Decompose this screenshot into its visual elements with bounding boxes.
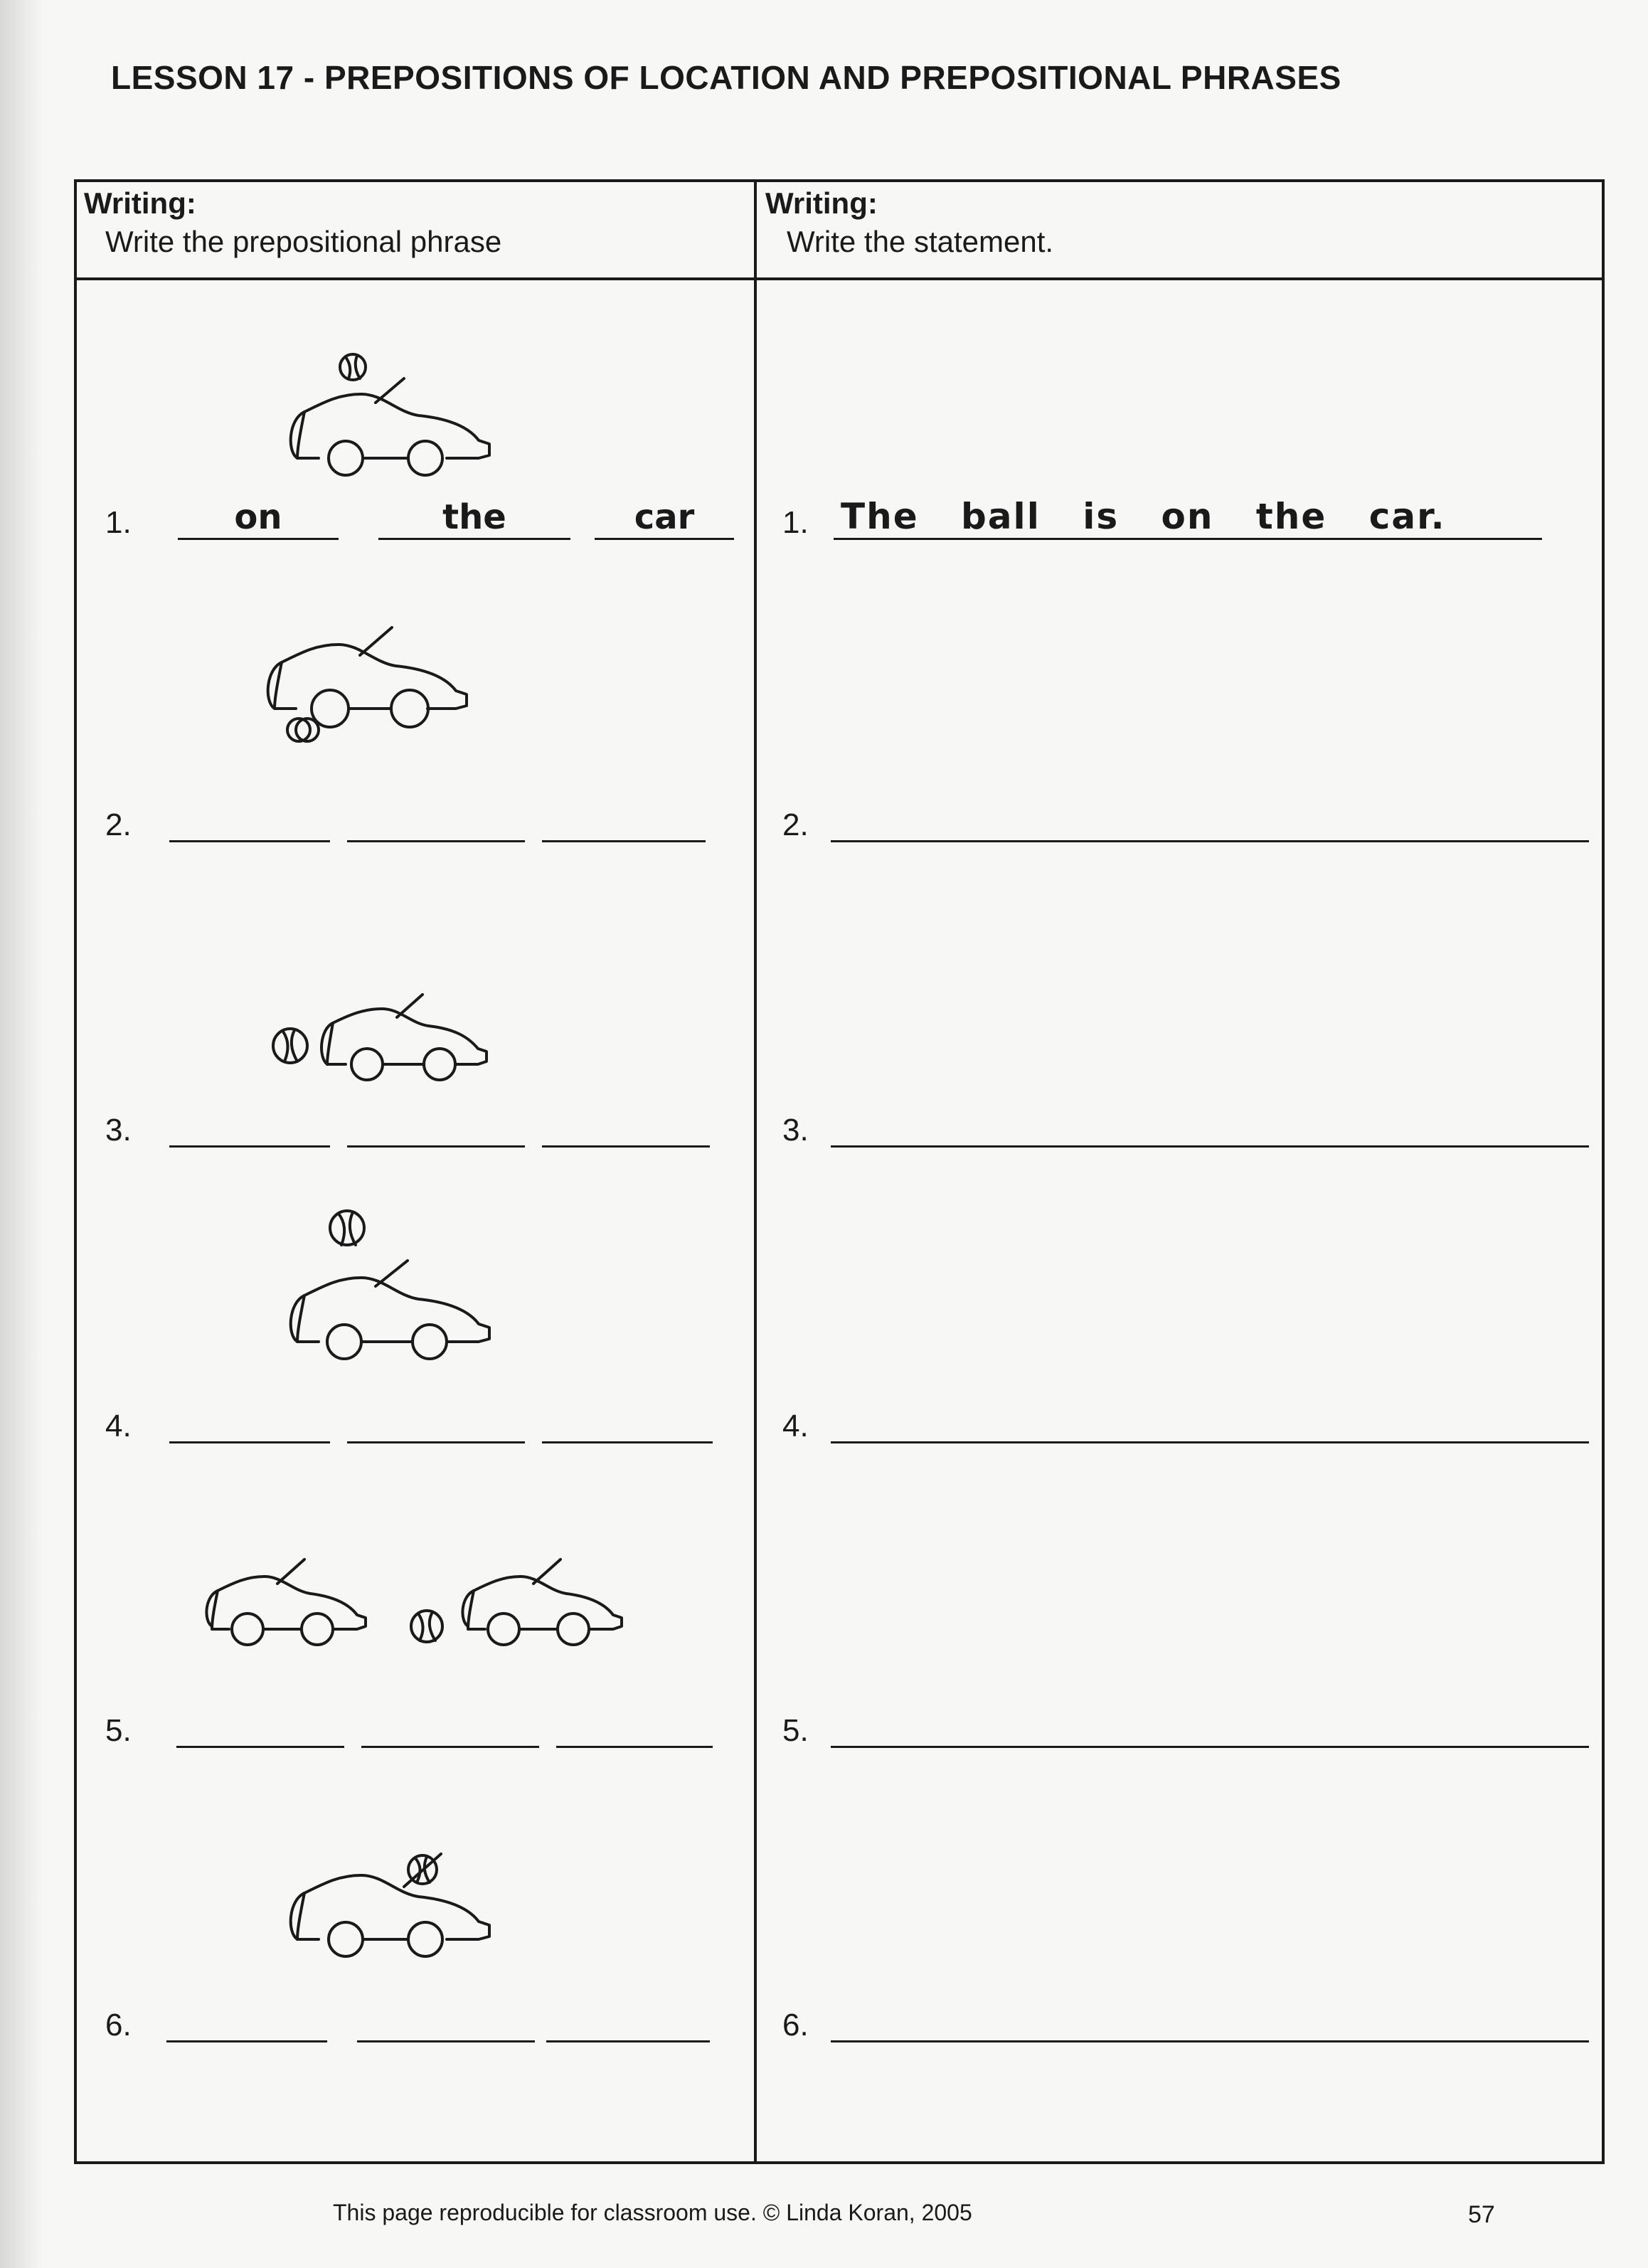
statement-text: The ball is on the car. [841, 496, 1446, 537]
phrase-word: on [234, 497, 282, 537]
item-row-5 [77, 1713, 1602, 1753]
header-divider [77, 277, 1602, 280]
ball-above-car-icon [276, 1199, 646, 1384]
item-number-right: 1. [782, 505, 809, 540]
phrase-blank-3[interactable] [542, 1145, 710, 1148]
car-ball-on-top-icon [276, 344, 646, 487]
ball-behind-car-icon [265, 958, 634, 1100]
right-heading: Writing: [765, 186, 878, 220]
item-number-left: 6. [105, 2008, 132, 2042]
item-number-left: 1. [105, 505, 132, 540]
column-divider [754, 182, 757, 2161]
car-ball-under-icon [253, 623, 623, 765]
statement-blank[interactable] [831, 840, 1589, 842]
item-row-1 [77, 496, 1602, 545]
item-number-right: 2. [782, 807, 809, 842]
left-heading: Writing: [84, 186, 196, 220]
item-number-right: 5. [782, 1713, 809, 1748]
statement-blank[interactable] [831, 1746, 1589, 1748]
statement-blank[interactable] [831, 1145, 1589, 1148]
item-number-left: 5. [105, 1713, 132, 1748]
ball-in-car-icon [276, 1833, 646, 1975]
right-instruction: Write the statement. [787, 225, 1054, 258]
phrase-blank-2[interactable] [347, 1145, 525, 1148]
phrase-blank-3[interactable] [542, 1441, 713, 1443]
item-row-6 [77, 2008, 1602, 2047]
item-number-left: 2. [105, 807, 132, 842]
scan-shadow [0, 0, 43, 2268]
item-number-left: 3. [105, 1113, 132, 1148]
phrase-blank-1[interactable] [166, 2040, 327, 2042]
ball-between-cars-icon [198, 1534, 738, 1676]
phrase-blank-3[interactable] [595, 497, 734, 540]
phrase-blank-3[interactable] [542, 840, 706, 842]
phrase-blank-1[interactable] [178, 497, 339, 540]
phrase-word: the [442, 497, 506, 537]
item-row-2 [77, 807, 1602, 847]
item-number-right: 4. [782, 1409, 809, 1443]
right-column-header [765, 182, 1053, 259]
phrase-blank-1[interactable] [169, 1145, 330, 1148]
phrase-blank-2[interactable] [378, 497, 570, 540]
left-instruction: Write the prepositional phrase [105, 225, 502, 258]
page-number: 57 [1468, 2201, 1495, 2228]
phrase-blank-1[interactable] [169, 1441, 330, 1443]
phrase-blank-1[interactable] [176, 1746, 344, 1748]
phrase-blank-3[interactable] [556, 1746, 713, 1748]
item-number-right: 3. [782, 1113, 809, 1148]
phrase-blank-2[interactable] [357, 2040, 535, 2042]
statement-blank[interactable] [831, 2040, 1589, 2042]
item-row-4 [77, 1409, 1602, 1448]
left-column-header [84, 182, 501, 259]
item-row-3 [77, 1113, 1602, 1152]
phrase-blank-2[interactable] [347, 840, 525, 842]
phrase-blank-3[interactable] [546, 2040, 710, 2042]
statement-blank[interactable] [834, 496, 1542, 540]
phrase-blank-2[interactable] [347, 1441, 525, 1443]
phrase-blank-2[interactable] [361, 1746, 539, 1748]
page-title: LESSON 17 - PREPOSITIONS OF LOCATION AND PREPOSITIONAL PHRASES [111, 59, 1341, 96]
item-number-left: 4. [105, 1409, 132, 1443]
footer-copyright: This page reproducible for classroom use. © Linda Koran, 2005 [333, 2200, 972, 2225]
statement-blank[interactable] [831, 1441, 1589, 1443]
phrase-word: car [634, 497, 695, 537]
item-number-right: 6. [782, 2008, 809, 2042]
worksheet-table [74, 179, 1605, 2164]
phrase-blank-1[interactable] [169, 840, 330, 842]
